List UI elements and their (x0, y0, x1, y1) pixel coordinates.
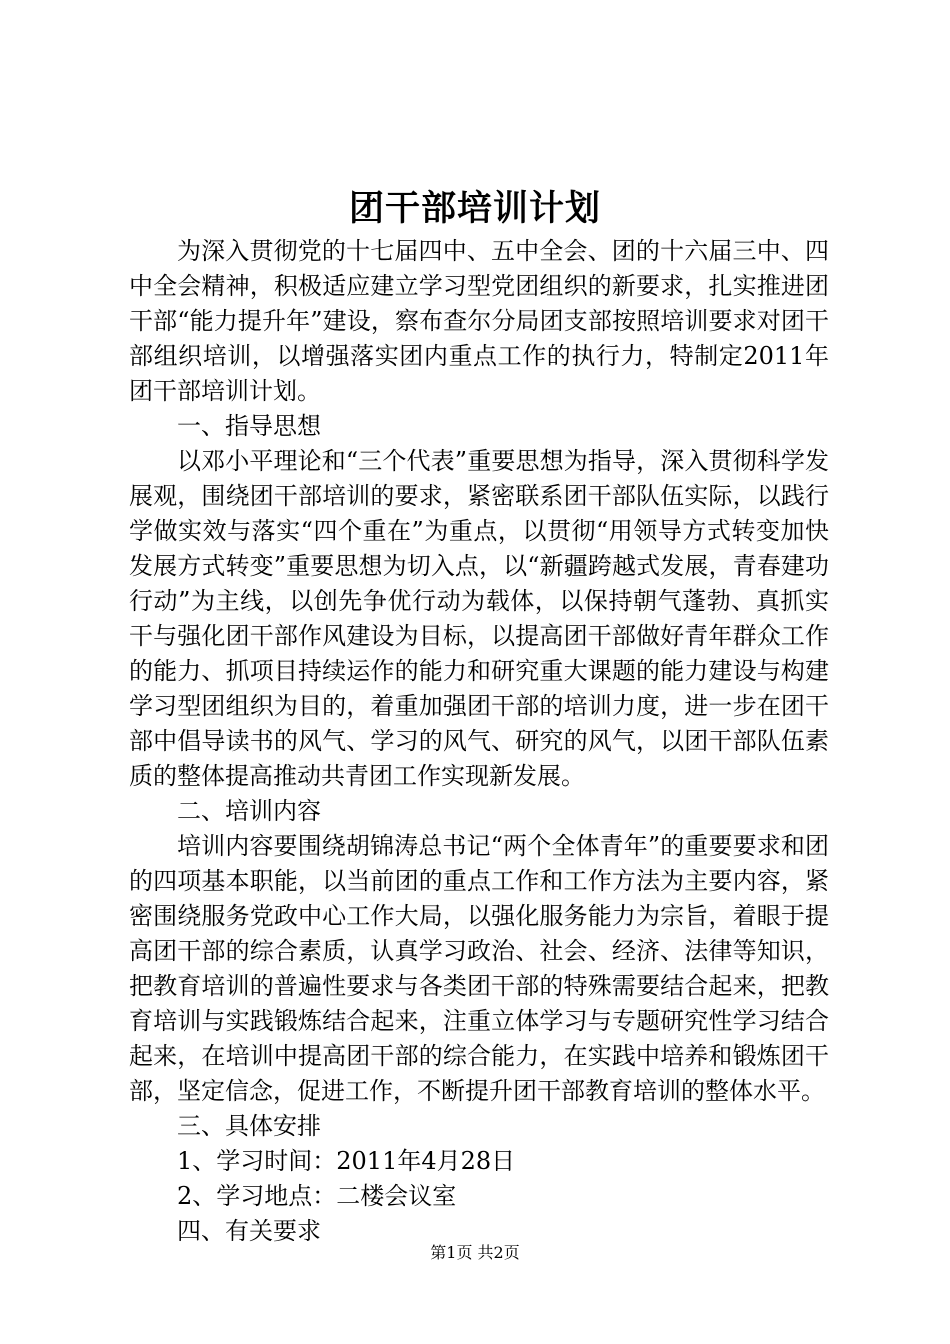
arrangement-item-time: 1、学习时间：2011年4月28日 (177, 1147, 516, 1175)
section-heading-arrangements: 三、具体安排 (177, 1112, 321, 1140)
intro-paragraph: 为深入贯彻党的十七届四中、五中全会、团的十六届三中、四中全会精神，积极适应建立学习型党团组织的新要求，扎实推进团干部“能力提升年”建设，察布查尔分局团支部按照培训要求对团干部组织培训，以增强落实团内重点工作的执行力，特制定2011年团干部培训计划。 (129, 237, 829, 405)
arrangement-item-location: 2、学习地点：二楼会议室 (177, 1182, 457, 1210)
document-title: 团干部培训计划 (348, 188, 601, 229)
page-footer: 第1页 共2页 (430, 1243, 520, 1262)
section-heading-requirements: 四、有关要求 (177, 1217, 321, 1245)
section-heading-guiding-ideology: 一、指导思想 (177, 412, 321, 440)
document-body (129, 234, 829, 1249)
guiding-ideology-paragraph: 以邓小平理论和“三个代表”重要思想为指导，深入贯彻科学发展观，围绕团干部培训的要求，紧密联系团干部队伍实际，以践行学做实效与落实“四个重在”为重点，以贯彻“用领导方式转变加快发展方式转变”重要思想为切入点，以“新疆跨越式发展，青春建功行动”为主线，以创先争优行动为载体，以保持朝气蓬勃、真抓实干与强化团干部作风建设为目标，以提高团干部做好青年群众工作的能力、抓项目持续运作的能力和研究重大课题的能力建设与构建学习型团组织为目的，着重加强团干部的培训力度，进一步在团干部中倡导读书的风气、学习的风气、研究的风气，以团干部队伍素质的整体提高推动共青团工作实现新发展。 (129, 447, 829, 790)
training-content-paragraph: 培训内容要围绕胡锦涛总书记“两个全体青年”的重要要求和团的四项基本职能，以当前团的重点工作和工作方法为主要内容，紧密围绕服务党政中心工作大局，以强化服务能力为宗旨，着眼于提高团干部的综合素质，认真学习政治、社会、经济、法律等知识，把教育培训的普遍性要求与各类团干部的特殊需要结合起来，把教育培训与实践锻炼结合起来，注重立体学习与专题研究性学习结合起来，在培训中提高团干部的综合能力，在实践中培养和锻炼团干部，坚定信念，促进工作，不断提升团干部教育培训的整体水平。 (129, 832, 829, 1105)
section-heading-training-content: 二、培训内容 (177, 797, 321, 825)
